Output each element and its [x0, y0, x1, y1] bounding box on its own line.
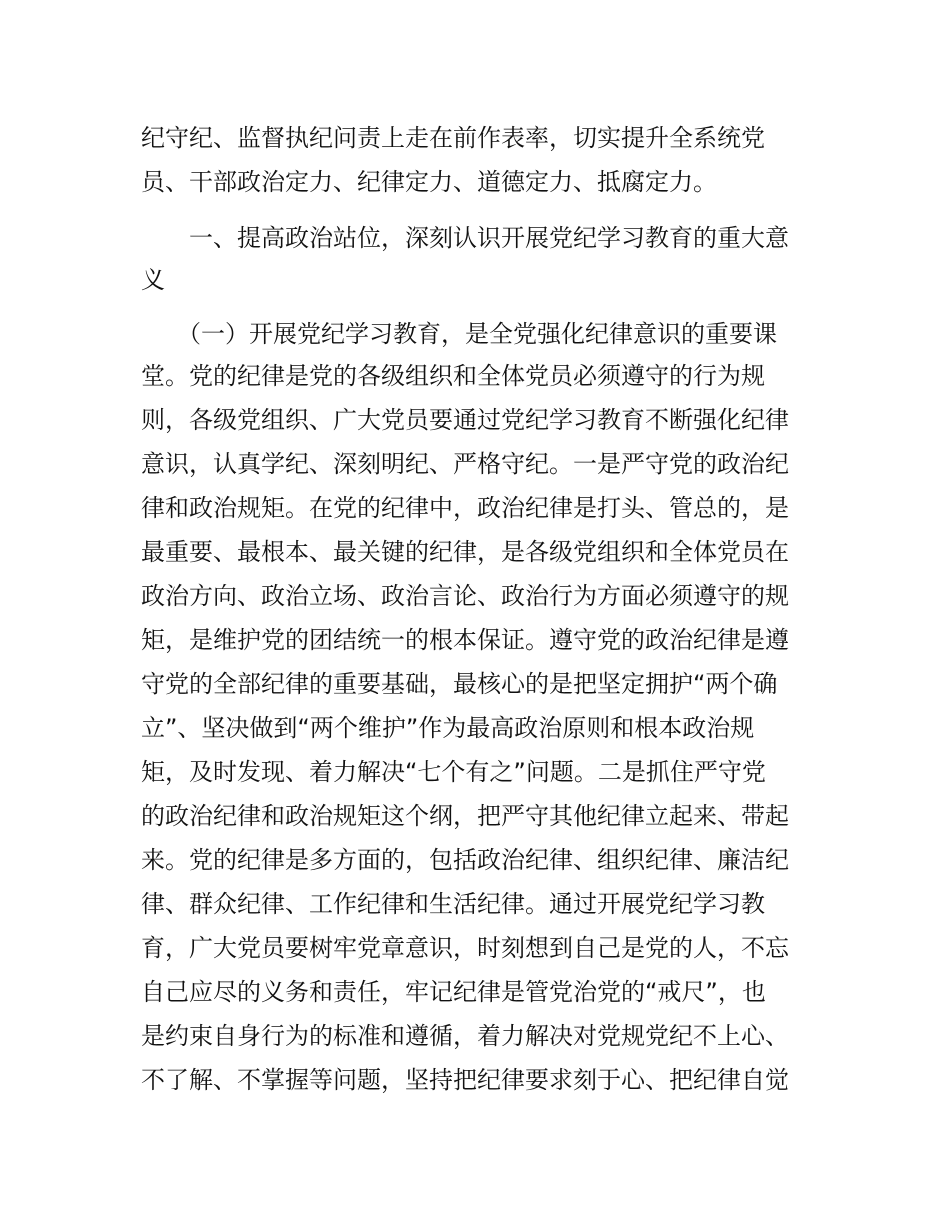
subsection-heading-line: （一）开展党纪学习教育，是全党强化纪律意识的重要课: [141, 320, 777, 348]
text-line: 立”、坚决做到“两个维护”作为最高政治原则和根本政治规: [141, 714, 755, 742]
text-line: 来。党的纪律是多方面的，包括政治纪律、组织纪律、廉洁纪: [141, 846, 789, 874]
text-line: 纪守纪、监督执纪问责上走在前作表率，切实提升全系统党: [141, 124, 765, 152]
text-line: 员、干部政治定力、纪律定力、道德定力、抵腐定力。: [141, 168, 717, 196]
text-line: 守党的全部纪律的重要基础，最核心的是把坚定拥护“两个确: [141, 670, 778, 698]
text-line: 最重要、最根本、最关键的纪律，是各级党组织和全体党员在: [141, 538, 789, 566]
text-line: 则，各级党组织、广大党员要通过党纪学习教育不断强化纪律: [141, 406, 789, 434]
text-line: 的政治纪律和政治规矩这个纲，把严守其他纪律立起来、带起: [141, 802, 789, 830]
text-line: 堂。党的纪律是党的各级组织和全体党员必须遵守的行为规: [141, 362, 765, 390]
text-line: 律和政治规矩。在党的纪律中，政治纪律是打头、管总的，是: [141, 494, 789, 522]
text-line: 育，广大党员要树牢党章意识，时刻想到自己是党的人，不忘: [141, 934, 789, 962]
text-line: 律、群众纪律、工作纪律和生活纪律。通过开展党纪学习教: [141, 890, 765, 918]
text-line: 自己应尽的义务和责任，牢记纪律是管党治党的“戒尺”，也: [141, 978, 766, 1006]
section-heading-line: 一、提高政治站位，深刻认识开展党纪学习教育的重大意: [141, 224, 789, 252]
text-line: 是约束自身行为的标准和遵循，着力解决对党规党纪不上心、: [141, 1022, 789, 1050]
text-line: 矩，及时发现、着力解决“七个有之”问题。二是抓住严守党: [141, 758, 766, 786]
text-line: 政治方向、政治立场、政治言论、政治行为方面必须遵守的规: [141, 582, 789, 610]
text-line: 矩，是维护党的团结统一的根本保证。遵守党的政治纪律是遵: [141, 626, 789, 654]
text-line: 不了解、不掌握等问题，坚持把纪律要求刻于心、把纪律自觉: [141, 1066, 789, 1094]
section-heading-line: 义: [141, 266, 165, 294]
text-line: 意识，认真学纪、深刻明纪、严格守纪。一是严守党的政治纪: [141, 450, 789, 478]
